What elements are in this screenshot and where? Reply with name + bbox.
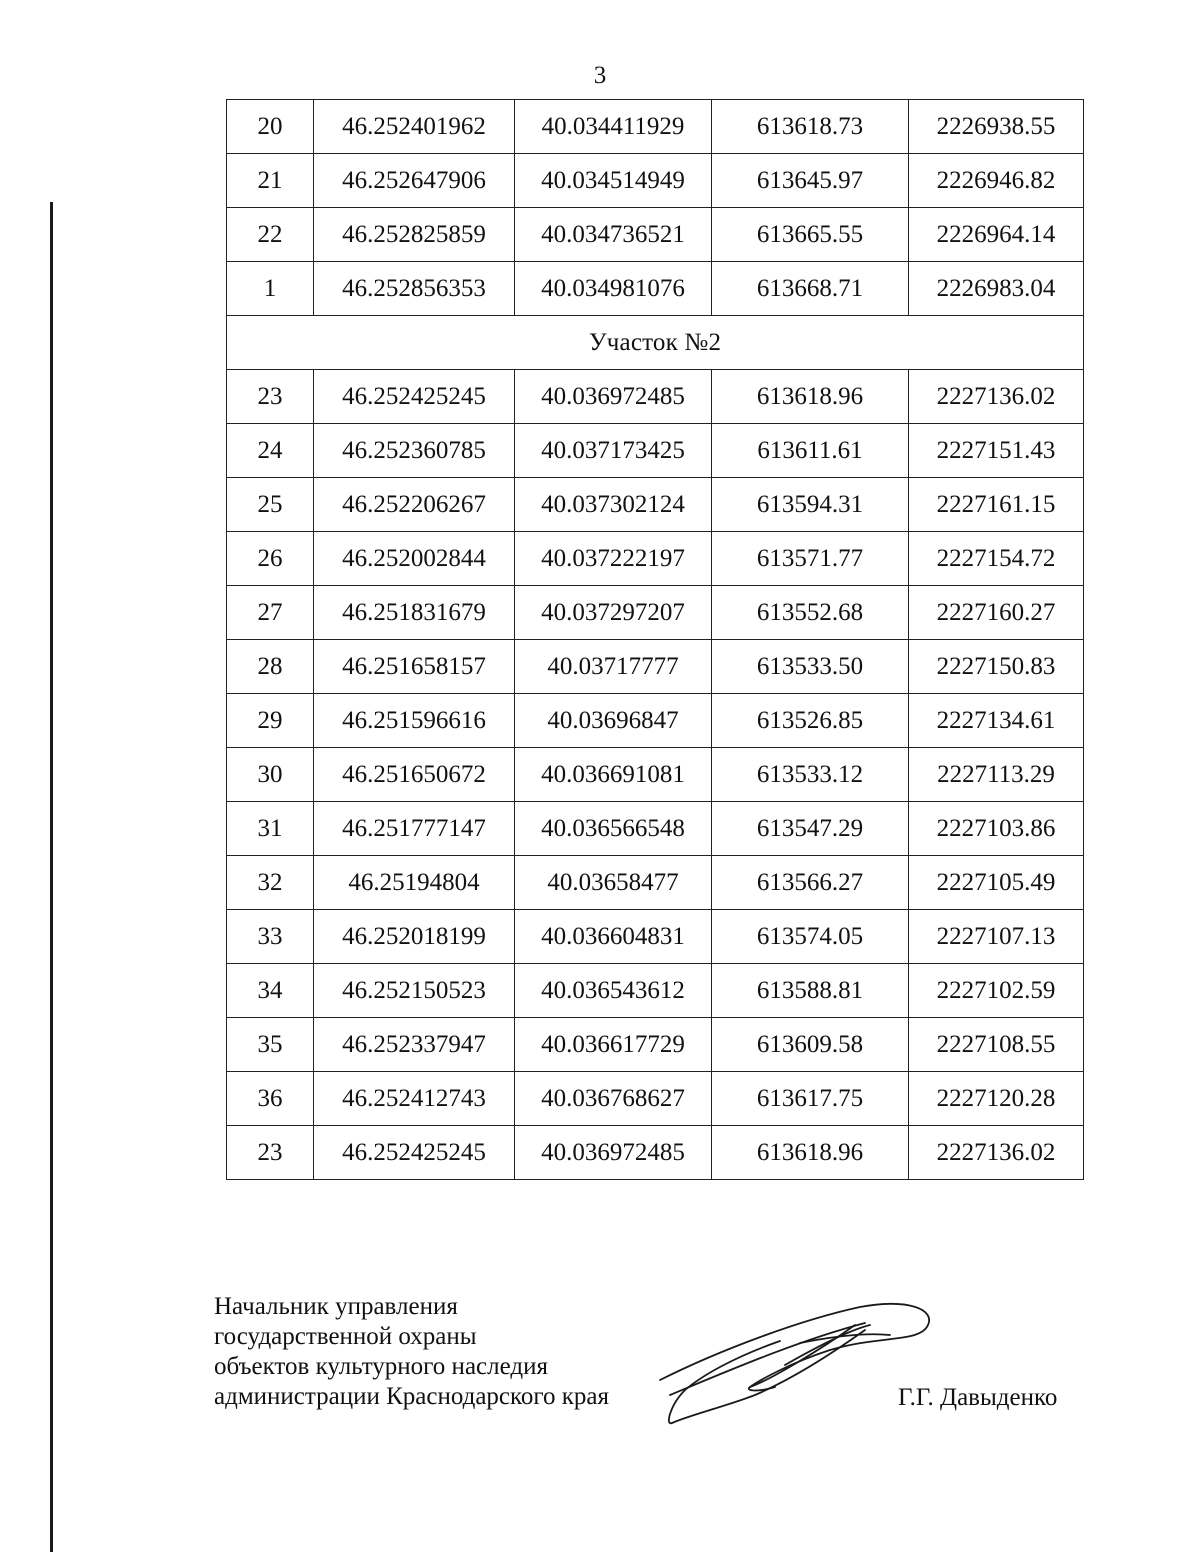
- point-number-cell: 27: [227, 586, 314, 640]
- signatory-title-line: государственной охраны: [214, 1323, 477, 1350]
- y-coordinate-cell: 2226983.04: [909, 262, 1084, 316]
- longitude-cell: 40.03717777: [515, 640, 712, 694]
- y-coordinate-cell: 2227113.29: [909, 748, 1084, 802]
- x-coordinate-cell: 613533.12: [712, 748, 909, 802]
- x-coordinate-cell: 613547.29: [712, 802, 909, 856]
- coordinates-table: [226, 99, 1084, 1180]
- signatory-title-line: Начальник управления: [214, 1293, 458, 1320]
- latitude-cell: 46.251650672: [314, 748, 515, 802]
- latitude-cell: 46.252360785: [314, 424, 515, 478]
- longitude-cell: 40.037173425: [515, 424, 712, 478]
- x-coordinate-cell: 613552.68: [712, 586, 909, 640]
- point-number-cell: 24: [227, 424, 314, 478]
- y-coordinate-cell: 2227103.86: [909, 802, 1084, 856]
- table-row: [227, 640, 1084, 694]
- y-coordinate-cell: 2226964.14: [909, 208, 1084, 262]
- y-coordinate-cell: 2227134.61: [909, 694, 1084, 748]
- longitude-cell: 40.037222197: [515, 532, 712, 586]
- point-number-cell: 36: [227, 1072, 314, 1126]
- longitude-cell: 40.03696847: [515, 694, 712, 748]
- x-coordinate-cell: 613609.58: [712, 1018, 909, 1072]
- table-row: [227, 370, 1084, 424]
- x-coordinate-cell: 613618.73: [712, 100, 909, 154]
- point-number-cell: 28: [227, 640, 314, 694]
- latitude-cell: 46.252425245: [314, 1126, 515, 1180]
- section-header-row: [227, 316, 1084, 370]
- latitude-cell: 46.251831679: [314, 586, 515, 640]
- signatory-name: Г.Г. Давыденко: [898, 1384, 1058, 1411]
- x-coordinate-cell: 613665.55: [712, 208, 909, 262]
- y-coordinate-cell: 2227105.49: [909, 856, 1084, 910]
- x-coordinate-cell: 613588.81: [712, 964, 909, 1018]
- table-row: [227, 208, 1084, 262]
- y-coordinate-cell: 2227161.15: [909, 478, 1084, 532]
- x-coordinate-cell: 613574.05: [712, 910, 909, 964]
- longitude-cell: 40.036604831: [515, 910, 712, 964]
- table-row: [227, 100, 1084, 154]
- scan-edge-line: [50, 202, 53, 1552]
- y-coordinate-cell: 2227108.55: [909, 1018, 1084, 1072]
- latitude-cell: 46.252002844: [314, 532, 515, 586]
- point-number-cell: 35: [227, 1018, 314, 1072]
- longitude-cell: 40.036972485: [515, 1126, 712, 1180]
- signatory-title: [214, 1292, 609, 1412]
- x-coordinate-cell: 613526.85: [712, 694, 909, 748]
- table-row: [227, 1072, 1084, 1126]
- longitude-cell: 40.036543612: [515, 964, 712, 1018]
- y-coordinate-cell: 2227107.13: [909, 910, 1084, 964]
- longitude-cell: 40.037297207: [515, 586, 712, 640]
- coordinates-table-body: [227, 100, 1084, 1180]
- point-number-cell: 32: [227, 856, 314, 910]
- point-number-cell: 34: [227, 964, 314, 1018]
- table-row: [227, 802, 1084, 856]
- point-number-cell: 23: [227, 1126, 314, 1180]
- longitude-cell: 40.034514949: [515, 154, 712, 208]
- y-coordinate-cell: 2227154.72: [909, 532, 1084, 586]
- x-coordinate-cell: 613594.31: [712, 478, 909, 532]
- latitude-cell: 46.252825859: [314, 208, 515, 262]
- latitude-cell: 46.252412743: [314, 1072, 515, 1126]
- y-coordinate-cell: 2227120.28: [909, 1072, 1084, 1126]
- point-number-cell: 26: [227, 532, 314, 586]
- point-number-cell: 20: [227, 100, 314, 154]
- latitude-cell: 46.251596616: [314, 694, 515, 748]
- table-row: [227, 1126, 1084, 1180]
- point-number-cell: 33: [227, 910, 314, 964]
- longitude-cell: 40.036691081: [515, 748, 712, 802]
- point-number-cell: 30: [227, 748, 314, 802]
- page-number: 3: [593, 62, 607, 89]
- longitude-cell: 40.036768627: [515, 1072, 712, 1126]
- x-coordinate-cell: 613618.96: [712, 1126, 909, 1180]
- table-row: [227, 154, 1084, 208]
- latitude-cell: 46.252150523: [314, 964, 515, 1018]
- point-number-cell: 25: [227, 478, 314, 532]
- x-coordinate-cell: 613618.96: [712, 370, 909, 424]
- y-coordinate-cell: 2227102.59: [909, 964, 1084, 1018]
- longitude-cell: 40.036972485: [515, 370, 712, 424]
- latitude-cell: 46.252337947: [314, 1018, 515, 1072]
- handwritten-signature: [650, 1295, 940, 1430]
- table-row: [227, 856, 1084, 910]
- latitude-cell: 46.252647906: [314, 154, 515, 208]
- table-row: [227, 262, 1084, 316]
- table-row: [227, 478, 1084, 532]
- table-row: [227, 1018, 1084, 1072]
- table-row: [227, 910, 1084, 964]
- section-label: Участок №2: [227, 316, 1084, 370]
- x-coordinate-cell: 613611.61: [712, 424, 909, 478]
- x-coordinate-cell: 613571.77: [712, 532, 909, 586]
- table-row: [227, 748, 1084, 802]
- point-number-cell: 1: [227, 262, 314, 316]
- signatory-title-line: администрации Краснодарского края: [214, 1383, 610, 1410]
- x-coordinate-cell: 613668.71: [712, 262, 909, 316]
- longitude-cell: 40.036617729: [515, 1018, 712, 1072]
- y-coordinate-cell: 2227150.83: [909, 640, 1084, 694]
- point-number-cell: 29: [227, 694, 314, 748]
- y-coordinate-cell: 2226946.82: [909, 154, 1084, 208]
- table-row: [227, 586, 1084, 640]
- latitude-cell: 46.251658157: [314, 640, 515, 694]
- latitude-cell: 46.25194804: [314, 856, 515, 910]
- x-coordinate-cell: 613566.27: [712, 856, 909, 910]
- point-number-cell: 21: [227, 154, 314, 208]
- y-coordinate-cell: 2227151.43: [909, 424, 1084, 478]
- signatory-title-line: объектов культурного наследия: [214, 1353, 548, 1380]
- longitude-cell: 40.036566548: [515, 802, 712, 856]
- x-coordinate-cell: 613645.97: [712, 154, 909, 208]
- latitude-cell: 46.251777147: [314, 802, 515, 856]
- latitude-cell: 46.252425245: [314, 370, 515, 424]
- longitude-cell: 40.034981076: [515, 262, 712, 316]
- y-coordinate-cell: 2226938.55: [909, 100, 1084, 154]
- table-row: [227, 532, 1084, 586]
- point-number-cell: 23: [227, 370, 314, 424]
- table-row: [227, 964, 1084, 1018]
- longitude-cell: 40.034411929: [515, 100, 712, 154]
- latitude-cell: 46.252401962: [314, 100, 515, 154]
- latitude-cell: 46.252018199: [314, 910, 515, 964]
- longitude-cell: 40.034736521: [515, 208, 712, 262]
- y-coordinate-cell: 2227160.27: [909, 586, 1084, 640]
- table-row: [227, 424, 1084, 478]
- latitude-cell: 46.252206267: [314, 478, 515, 532]
- x-coordinate-cell: 613533.50: [712, 640, 909, 694]
- table-row: [227, 694, 1084, 748]
- longitude-cell: 40.03658477: [515, 856, 712, 910]
- point-number-cell: 22: [227, 208, 314, 262]
- longitude-cell: 40.037302124: [515, 478, 712, 532]
- latitude-cell: 46.252856353: [314, 262, 515, 316]
- y-coordinate-cell: 2227136.02: [909, 1126, 1084, 1180]
- x-coordinate-cell: 613617.75: [712, 1072, 909, 1126]
- y-coordinate-cell: 2227136.02: [909, 370, 1084, 424]
- point-number-cell: 31: [227, 802, 314, 856]
